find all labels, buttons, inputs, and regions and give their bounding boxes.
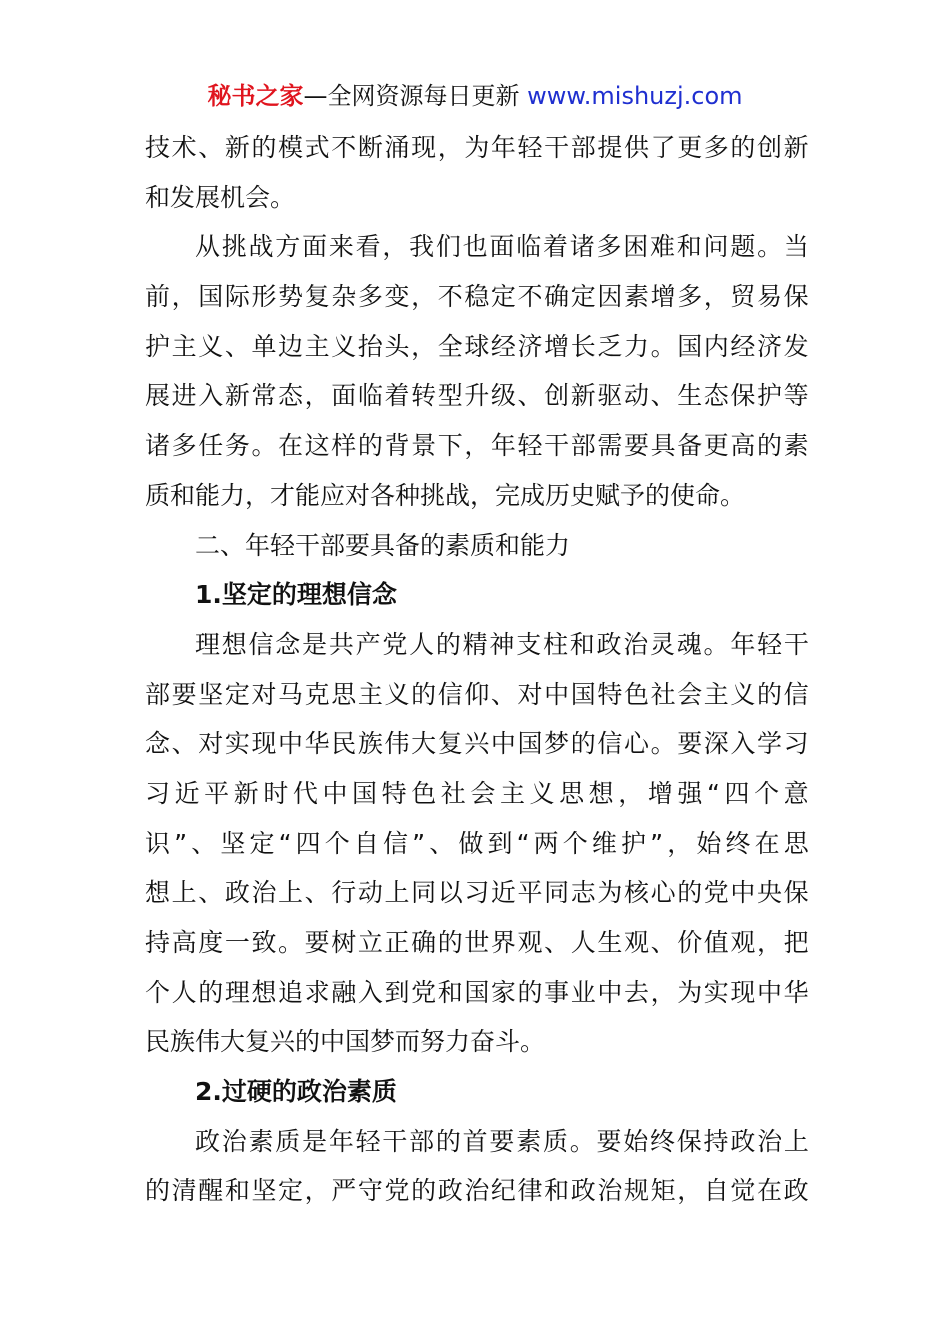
- text-line: 前 ， 国 际 形 势 复 杂 多 变 ， 不 稳 定 不 确 定 因 素 增 多 ， 贸 易 保: [145, 282, 809, 312]
- text-line: 识 ” 、 坚 定 “ 四 个 自 信 ” 、 做 到 “ 两 个 维 护 ” ， 始 终 在 思: [145, 828, 809, 858]
- document-body: [145, 123, 809, 1216]
- text-line: 展 进 入 新 常 态 ， 面 临 着 转 型 升 级 、 创 新 驱 动 、 生 态 保 护 等: [145, 381, 809, 411]
- text-line: 的 清 醒 和 坚 定 ， 严 守 党 的 政 治 纪 律 和 政 治 规 矩 ， 自 觉 在 政: [145, 1176, 809, 1206]
- text-line: 部 要 坚 定 对 马 克 思 主 义 的 信 仰 、 对 中 国 特 色 社 会 主 义 的 信: [145, 679, 809, 709]
- text-line: 诸 多 任 务 。 在 这 样 的 背 景 下 ， 年 轻 干 部 需 要 具 备 更 高 的 素: [145, 431, 809, 461]
- text-line: 民族伟大复兴的中国梦而努力奋斗。: [145, 1027, 546, 1057]
- text-line: 念 、 对 实 现 中 华 民 族 伟 大 复 兴 中 国 梦 的 信 心 。 要 深 入 学 习: [145, 729, 809, 759]
- text-line: 个 人 的 理 想 追 求 融 入 到 党 和 国 家 的 事 业 中 去 ， 为 实 现 中 华: [145, 977, 809, 1007]
- text-line: 质和能力，才能应对各种挑战，完成历史赋予的使命。: [145, 480, 746, 510]
- section-heading: 2.过硬的政治素质: [195, 1077, 397, 1107]
- text-line: 技 术 、 新 的 模 式 不 断 涌 现 ， 为 年 轻 干 部 提 供 了 更 多 的 创 新: [145, 133, 809, 162]
- text-line: 政 治 素 质 是 年 轻 干 部 的 首 要 素 质 。 要 始 终 保 持 政 治 上: [195, 1126, 809, 1156]
- section-heading: 1.坚定的理想信念: [195, 580, 397, 610]
- site-url[interactable]: www.mishuzj.com: [527, 82, 743, 110]
- text-line: 想 上 、 政 治 上 、 行 动 上 同 以 习 近 平 同 志 为 核 心 的 党 中 央 保: [145, 878, 809, 908]
- brand-name: 秘书之家: [207, 82, 304, 110]
- text-line: 理 想 信 念 是 共 产 党 人 的 精 神 支 柱 和 政 治 灵 魂 。 年 轻 干: [195, 629, 809, 659]
- text-line: 习 近 平 新 时 代 中 国 特 色 社 会 主 义 思 想 ， 增 强 “ 四 个 意: [145, 778, 809, 808]
- text-line: 和发展机会。: [145, 182, 296, 212]
- text-line: 从 挑 战 方 面 来 看 ， 我 们 也 面 临 着 诸 多 困 难 和 问 题 。 当: [195, 232, 809, 262]
- text-line: 二、年轻干部要具备的素质和能力: [195, 530, 571, 560]
- site-header: [0, 80, 950, 112]
- text-line: 持 高 度 一 致 。 要 树 立 正 确 的 世 界 观 、 人 生 观 、 价 值 观 ， 把: [145, 928, 809, 957]
- text-line: 护 主 义 、 单 边 主 义 抬 头 ， 全 球 经 济 增 长 乏 力 。 国 内 经 济 发: [145, 331, 809, 361]
- site-tagline: —全网资源每日更新: [303, 82, 520, 110]
